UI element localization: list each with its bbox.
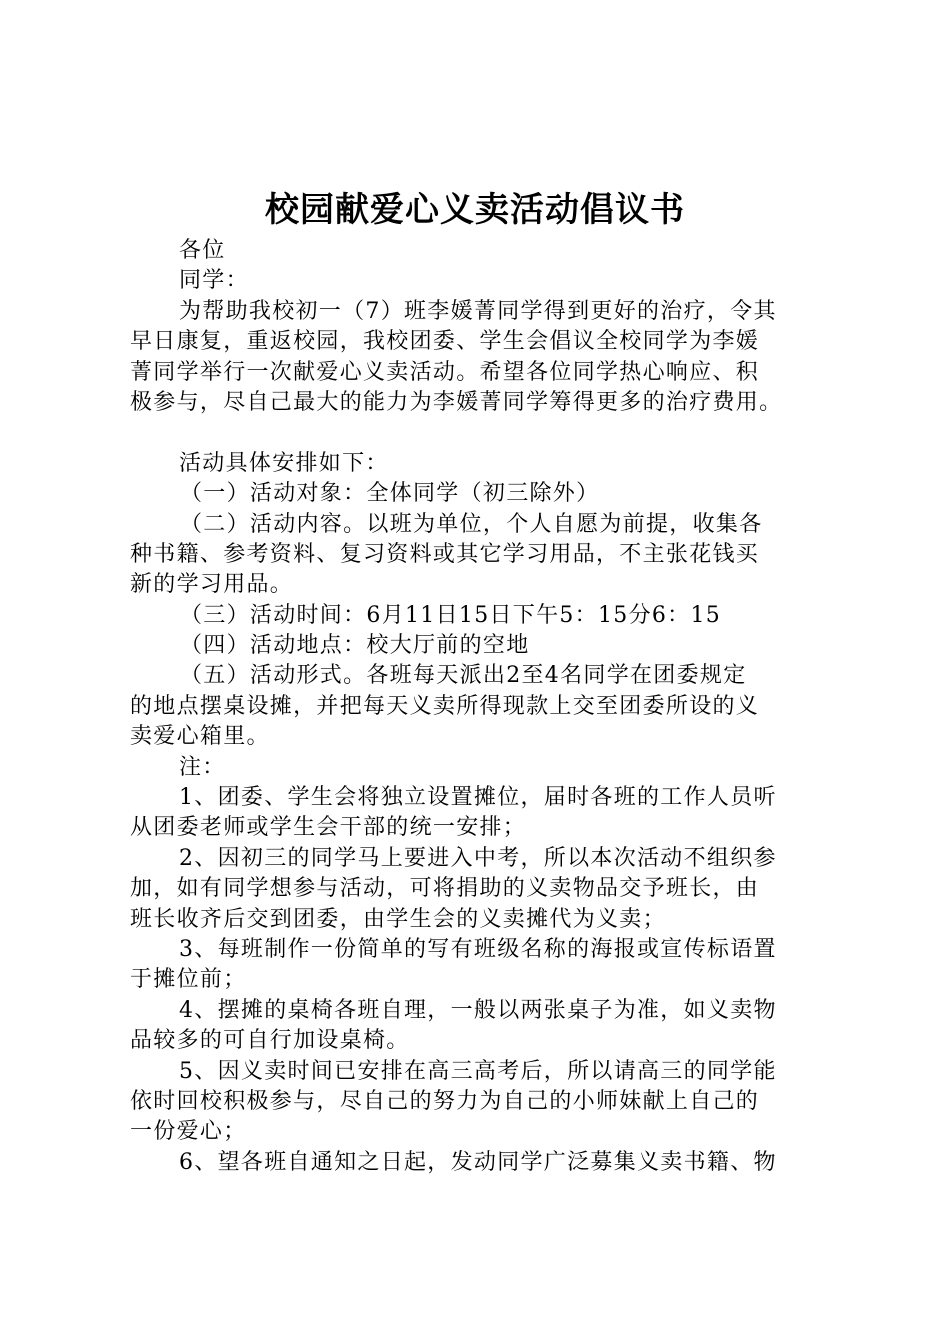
note-line: 2、因初三的同学马上要进入中考，所以本次活动不组织参 xyxy=(179,845,777,871)
intro-paragraph xyxy=(130,297,830,419)
schedule-item-line: 卖爱心箱里。 xyxy=(130,724,270,750)
note-line: 5、因义卖时间已安排在高三高考后，所以请高三的同学能 xyxy=(179,1058,777,1084)
intro-line: 为帮助我校初一（7）班李媛菁同学得到更好的治疗，令其 xyxy=(179,298,777,324)
document-title: 校园献爱心义卖活动倡议书 xyxy=(265,190,685,230)
note-line: 4、摆摊的桌椅各班自理，一般以两张桌子为准，如义卖物 xyxy=(179,997,777,1023)
schedule-item-line: （二）活动内容。以班为单位，个人自愿为前提，收集各 xyxy=(180,511,763,537)
intro-line: 极参与，尽自己最大的能力为李媛菁同学筹得更多的治疗费用。 xyxy=(130,389,783,415)
note-line: 3、每班制作一份简单的写有班级名称的海报或宣传标语置 xyxy=(179,936,777,962)
note-line: 加，如有同学想参与活动，可将捐助的义卖物品交予班长，由 xyxy=(130,876,760,902)
intro-line: 早日康复，重返校园，我校团委、学生会倡议全校同学为李媛 xyxy=(130,329,760,355)
note-4 xyxy=(130,996,830,1057)
paragraph-spacer xyxy=(130,418,830,448)
note-line: 品较多的可自行加设桌椅。 xyxy=(130,1028,410,1054)
note-2 xyxy=(130,844,830,935)
schedule-item-1: （一）活动对象：全体同学（初三除外） xyxy=(180,481,600,507)
note-heading: 注： xyxy=(179,754,226,780)
note-5 xyxy=(130,1057,830,1148)
note-3 xyxy=(130,935,830,996)
schedule-item-5 xyxy=(130,661,830,752)
schedule-item-line: 种书籍、参考资料、复习资料或其它学习用品，不主张花钱买 xyxy=(130,541,760,567)
note-line: 于摊位前； xyxy=(130,967,247,993)
note-line: 从团委老师或学生会干部的统一安排； xyxy=(130,815,527,841)
schedule-item-line: 的地点摆桌设摊，并把每天义卖所得现款上交至团委所设的义 xyxy=(130,693,760,719)
schedule-item-2 xyxy=(130,510,830,601)
note-line: 班长收齐后交到团委，由学生会的义卖摊代为义卖； xyxy=(130,906,666,932)
schedule-heading: 活动具体安排如下： xyxy=(179,450,389,476)
note-6 xyxy=(130,1148,830,1178)
salutation-line-2: 同学： xyxy=(179,268,249,294)
note-line: 依时回校积极参与，尽自己的努力为自己的小师妹献上自己的 xyxy=(130,1088,760,1114)
salutation-line-1: 各位 xyxy=(179,238,226,263)
note-line: 一份爱心； xyxy=(130,1119,247,1145)
document-body xyxy=(130,236,830,1178)
schedule-item-line: 新的学习用品。 xyxy=(130,572,294,598)
note-1 xyxy=(130,783,830,844)
schedule-item-line: （五）活动形式。各班每天派出2至4名同学在团委规定 xyxy=(180,663,747,689)
schedule-item-4: （四）活动地点：校大厅前的空地 xyxy=(180,633,530,659)
note-line: 1、团委、学生会将独立设置摊位，届时各班的工作人员听 xyxy=(179,785,777,811)
note-line: 6、望各班自通知之日起，发动同学广泛募集义卖书籍、物 xyxy=(179,1149,777,1175)
schedule-item-3: （三）活动时间：6月11日15日下午5：15分6：15 xyxy=(180,602,722,628)
intro-line: 菁同学举行一次献爱心义卖活动。希望各位同学热心响应、积 xyxy=(130,359,760,385)
